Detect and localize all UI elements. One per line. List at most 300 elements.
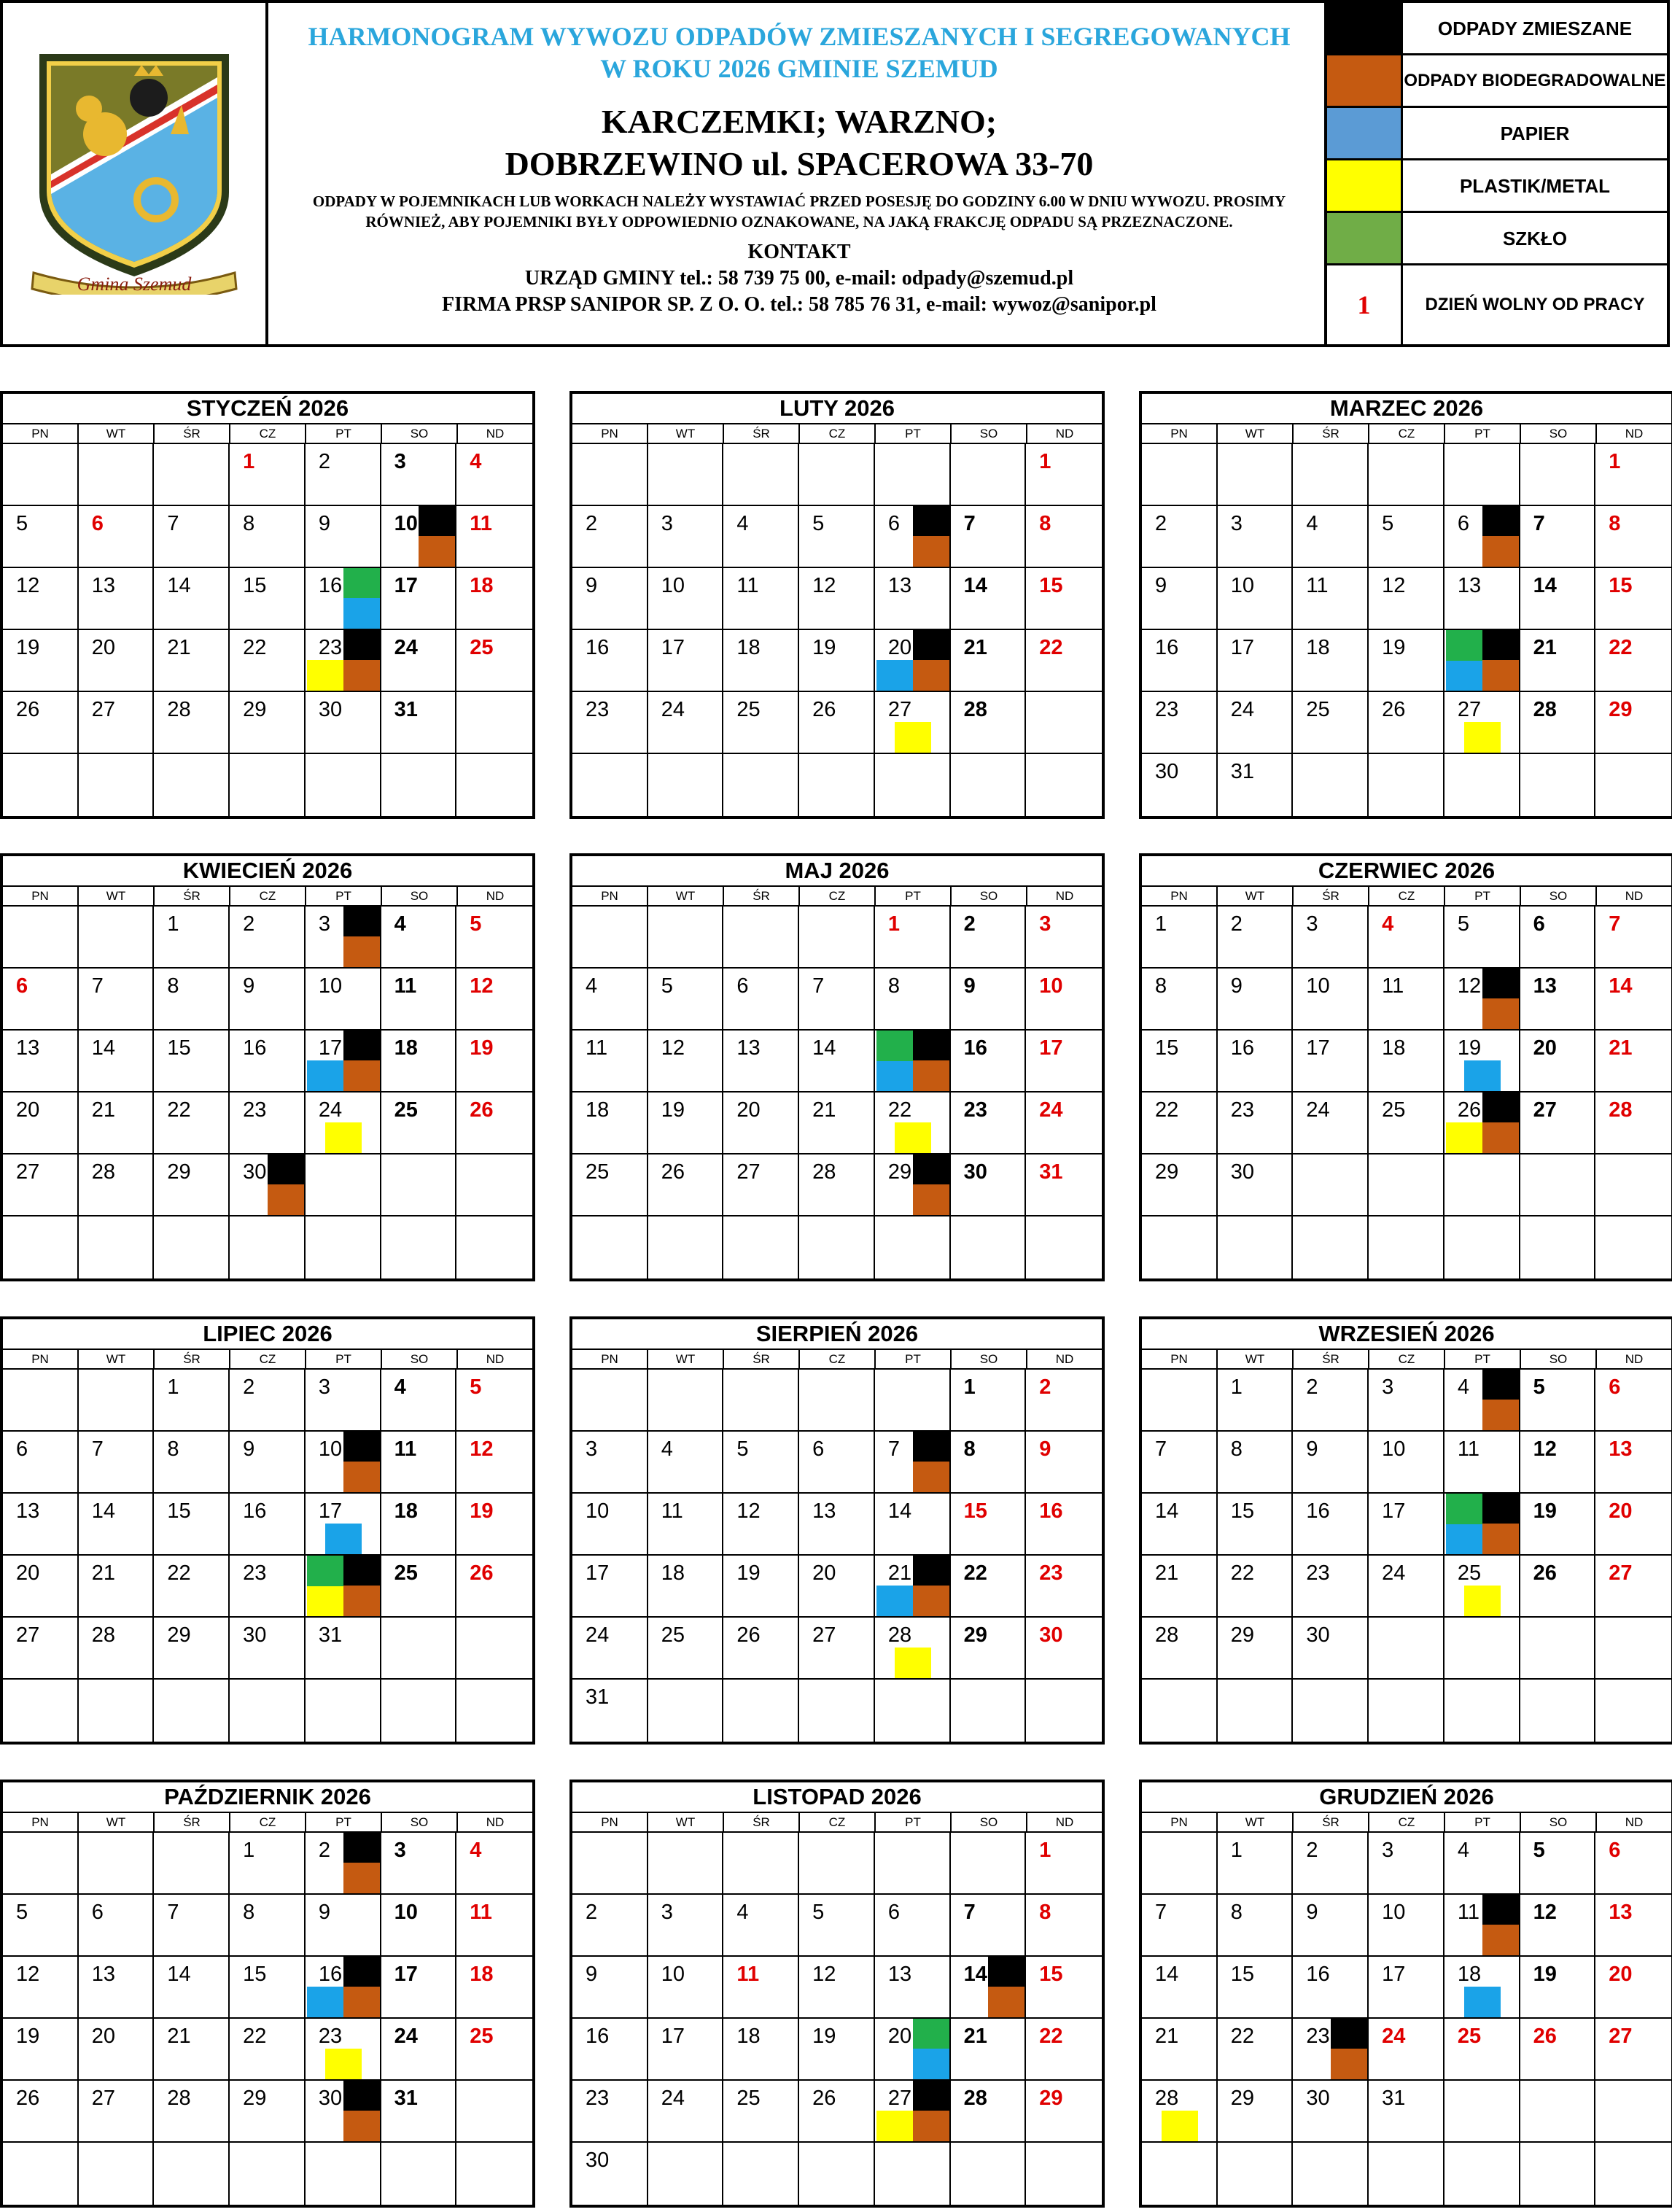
day-cell	[79, 1093, 155, 1154]
weekday-label: SO	[1521, 1813, 1597, 1831]
day-cell	[154, 1618, 230, 1680]
day-cell	[381, 907, 457, 969]
day-cell	[456, 1895, 532, 1957]
day-number: 12	[1533, 1437, 1557, 1461]
day-cell	[723, 568, 799, 630]
waste-mark-B	[1482, 660, 1519, 691]
day-cell	[1218, 2019, 1294, 2081]
day-number: 9	[1306, 1901, 1318, 1924]
day-number: 22	[1609, 636, 1633, 659]
day-number: 18	[394, 1036, 418, 1060]
weekday-header	[1142, 1350, 1671, 1370]
day-number: 4	[1457, 1839, 1469, 1862]
weekday-label: CZ	[230, 887, 306, 905]
day-cell	[799, 568, 875, 630]
day-cell	[572, 907, 648, 969]
day-number: 21	[1609, 1036, 1633, 1060]
waste-mark-M	[1446, 1122, 1482, 1153]
day-cell	[3, 969, 79, 1031]
day-cell	[3, 1833, 79, 1895]
day-cell	[723, 2019, 799, 2081]
day-cell	[1369, 2019, 1444, 2081]
day-cell	[456, 1093, 532, 1154]
weekday-label: WT	[648, 1813, 724, 1831]
day-number: 10	[1382, 1437, 1406, 1461]
month-calendar	[1139, 853, 1672, 1281]
day-cell	[79, 1216, 155, 1278]
day-cell	[3, 2143, 79, 2205]
day-number: 8	[887, 974, 900, 998]
day-cell	[1520, 1556, 1596, 1618]
day-number: 12	[812, 574, 836, 597]
waste-mark-P	[307, 1060, 343, 1091]
day-cell	[154, 2143, 230, 2205]
day-number: 26	[812, 698, 836, 721]
day-cell	[799, 1154, 875, 1216]
weekday-label: PN	[3, 1350, 79, 1368]
day-cell	[648, 568, 724, 630]
day-number: 26	[16, 698, 40, 721]
day-number: 11	[1306, 574, 1329, 597]
day-number: 25	[586, 1160, 610, 1184]
day-cell	[799, 1680, 875, 1742]
day-cell	[1218, 692, 1294, 754]
day-number: 8	[1609, 512, 1621, 535]
day-number: 5	[16, 1901, 28, 1924]
weekday-label: ND	[1055, 889, 1074, 903]
month-title: KWIECIEŃ 2026	[3, 856, 532, 887]
day-cell	[1142, 568, 1218, 630]
day-number: 8	[1155, 974, 1167, 998]
day-cell	[951, 1957, 1027, 2019]
day-cell	[456, 1031, 532, 1093]
day-cell	[1293, 1494, 1369, 1556]
day-number: 23	[1039, 1561, 1063, 1585]
day-number: 12	[812, 1963, 836, 1986]
day-number: 14	[167, 574, 191, 597]
day-number: 12	[661, 1036, 685, 1060]
weekday-label: ŚR	[1294, 1350, 1369, 1368]
day-number: 26	[470, 1098, 494, 1122]
waste-mark-Z	[1482, 1093, 1519, 1123]
day-number: 17	[586, 1561, 610, 1585]
waste-mark-P	[876, 1060, 913, 1091]
day-cell	[381, 754, 457, 816]
day-number: 30	[1230, 1160, 1254, 1184]
day-number: 2	[1306, 1375, 1318, 1399]
waste-mark-Z	[268, 1154, 304, 1185]
day-number: 10	[1230, 574, 1254, 597]
day-cell	[1142, 1154, 1218, 1216]
day-cell	[1595, 506, 1671, 568]
day-cell	[951, 692, 1027, 754]
day-number: 19	[736, 1561, 761, 1585]
weekday-label: CZ	[230, 1813, 306, 1831]
weekday-label: SO	[952, 887, 1027, 905]
day-number: 22	[167, 1098, 191, 1122]
day-cell	[799, 2019, 875, 2081]
day-cell	[1293, 1154, 1369, 1216]
day-cell	[1595, 1618, 1671, 1680]
day-cell	[79, 2081, 155, 2143]
day-cell	[154, 1556, 230, 1618]
day-cell	[799, 692, 875, 754]
day-cell	[875, 1093, 951, 1154]
day-cell	[1369, 568, 1444, 630]
day-number: 8	[243, 512, 255, 535]
day-number: 15	[1039, 1963, 1063, 1986]
day-cell	[1218, 1216, 1294, 1278]
day-number: 1	[963, 1375, 976, 1399]
day-number: 12	[16, 574, 40, 597]
weekday-label: WT	[79, 887, 155, 905]
day-cell	[306, 2081, 381, 2143]
day-number: 2	[1306, 1839, 1318, 1862]
day-number: 26	[812, 2087, 836, 2110]
day-cell	[3, 630, 79, 692]
weekday-label: ND	[486, 1352, 505, 1366]
day-number: 22	[1230, 2025, 1254, 2048]
day-cell	[799, 2143, 875, 2205]
contact-office: URZĄD GMINY tel.: 58 739 75 00, e-mail: odpady@szemud.pl	[524, 267, 1074, 290]
month-calendar	[1139, 1316, 1672, 1745]
day-number: 3	[1306, 912, 1318, 936]
legend-label-paper: PAPIER	[1500, 122, 1570, 144]
day-cell	[79, 1370, 155, 1432]
day-number: 7	[1533, 512, 1545, 535]
day-cell	[572, 1494, 648, 1556]
day-number: 19	[470, 1036, 494, 1060]
day-cell	[648, 1154, 724, 1216]
day-cell	[230, 2019, 306, 2081]
day-number: 11	[470, 512, 492, 535]
day-number: 13	[1533, 974, 1557, 998]
day-cell	[951, 2143, 1027, 2205]
day-cell	[723, 754, 799, 816]
day-cell	[1520, 1216, 1596, 1278]
waste-mark-B	[268, 1184, 304, 1215]
day-number: 14	[887, 1499, 912, 1523]
weekday-label: SO	[952, 1350, 1027, 1368]
day-number: 30	[1306, 2087, 1330, 2110]
day-cell	[723, 1494, 799, 1556]
day-cell	[230, 1216, 306, 1278]
day-cell	[230, 1370, 306, 1432]
day-cell	[1142, 2143, 1218, 2205]
day-cell	[79, 630, 155, 692]
day-number: 11	[586, 1036, 608, 1060]
waste-mark-B	[343, 1863, 380, 1893]
day-cell	[3, 1031, 79, 1093]
day-number: 22	[1039, 636, 1063, 659]
waste-mark-M	[325, 2049, 362, 2079]
day-cell	[1595, 1216, 1671, 1278]
weekday-label: PT	[306, 1350, 382, 1368]
day-cell	[154, 907, 230, 969]
day-number: 26	[1457, 1098, 1482, 1122]
day-number: 14	[963, 574, 987, 597]
weekday-label: CZ	[1369, 1813, 1445, 1831]
day-cell	[1444, 1556, 1520, 1618]
month-grid	[1142, 444, 1671, 816]
day-number: 19	[812, 636, 836, 659]
day-number: 20	[1609, 1499, 1633, 1523]
weekday-label: PN	[1142, 1813, 1218, 1831]
day-cell	[799, 1494, 875, 1556]
day-cell	[154, 444, 230, 506]
day-number: 4	[736, 512, 749, 535]
day-cell	[456, 568, 532, 630]
day-cell	[79, 2143, 155, 2205]
day-cell	[456, 907, 532, 969]
day-number: 16	[586, 636, 610, 659]
day-cell	[951, 1154, 1027, 1216]
day-number: 4	[1306, 512, 1318, 535]
day-number: 9	[1230, 974, 1243, 998]
day-cell	[381, 1556, 457, 1618]
weekday-label: CZ	[800, 1350, 876, 1368]
waste-mark-B	[913, 1586, 949, 1616]
day-number: 9	[586, 574, 598, 597]
day-number: 25	[1306, 698, 1330, 721]
waste-mark-M	[307, 1586, 343, 1616]
day-cell	[1595, 907, 1671, 969]
day-number: 7	[1609, 912, 1621, 936]
day-cell	[648, 444, 724, 506]
day-number: 6	[16, 1437, 28, 1461]
day-number: 6	[1609, 1375, 1621, 1399]
day-number: 1	[1230, 1375, 1243, 1399]
day-cell	[1444, 506, 1520, 568]
day-cell	[230, 2081, 306, 2143]
day-cell	[3, 568, 79, 630]
day-number: 5	[16, 512, 28, 535]
day-cell	[79, 2019, 155, 2081]
weekday-label: WT	[648, 1350, 724, 1368]
day-cell	[154, 2081, 230, 2143]
day-number: 10	[661, 574, 685, 597]
day-cell	[3, 754, 79, 816]
day-number: 3	[394, 450, 406, 473]
waste-mark-M	[325, 1122, 362, 1153]
day-cell	[572, 2019, 648, 2081]
day-cell	[154, 692, 230, 754]
day-cell	[1218, 1556, 1294, 1618]
day-number: 26	[16, 2087, 40, 2110]
day-cell	[1218, 1618, 1294, 1680]
day-cell	[875, 1216, 951, 1278]
day-cell	[1293, 1370, 1369, 1432]
weekday-label: CZ	[230, 424, 306, 443]
day-number: 15	[243, 1963, 267, 1986]
weekday-label: PT	[876, 1813, 952, 1831]
day-cell	[306, 2143, 381, 2205]
day-cell	[875, 2143, 951, 2205]
day-cell	[648, 969, 724, 1031]
day-cell	[1520, 969, 1596, 1031]
day-cell	[875, 1957, 951, 2019]
day-cell	[1369, 506, 1444, 568]
day-cell	[572, 1556, 648, 1618]
day-cell	[230, 1093, 306, 1154]
day-number: 23	[243, 1098, 267, 1122]
day-number: 15	[243, 574, 267, 597]
waste-mark-S	[876, 1031, 913, 1061]
day-number: 7	[1155, 1901, 1167, 1924]
day-cell	[875, 1494, 951, 1556]
day-number: 12	[1533, 1901, 1557, 1924]
day-number: 4	[736, 1901, 749, 1924]
waste-mark-Z	[988, 1957, 1024, 1987]
weekday-label: ŚR	[724, 424, 800, 443]
day-cell	[648, 1833, 724, 1895]
day-number: 9	[243, 1437, 255, 1461]
day-cell	[1520, 630, 1596, 692]
day-cell	[1595, 1833, 1671, 1895]
day-number: 18	[1382, 1036, 1406, 1060]
day-cell	[1293, 1216, 1369, 1278]
day-cell	[1293, 1556, 1369, 1618]
day-cell	[456, 1370, 532, 1432]
day-cell	[381, 692, 457, 754]
legend-swatch-plastic	[1327, 160, 1403, 211]
month-grid	[572, 1370, 1102, 1742]
day-number: 5	[661, 974, 673, 998]
header	[0, 0, 1670, 347]
day-number: 6	[91, 512, 104, 535]
day-number: 14	[91, 1036, 115, 1060]
day-cell	[572, 506, 648, 568]
waste-mark-Z	[419, 506, 455, 537]
day-cell	[1369, 754, 1444, 816]
day-cell	[1369, 1833, 1444, 1895]
day-number: 18	[586, 1098, 610, 1122]
day-cell	[3, 1680, 79, 1742]
month-grid	[3, 907, 532, 1278]
day-cell	[572, 1154, 648, 1216]
day-cell	[230, 506, 306, 568]
day-number: 15	[1230, 1499, 1254, 1523]
day-number: 23	[243, 1561, 267, 1585]
day-cell	[230, 568, 306, 630]
day-number: 28	[167, 698, 191, 721]
month-calendar	[0, 1780, 535, 2208]
day-cell	[951, 630, 1027, 692]
day-number: 24	[394, 2025, 418, 2048]
day-cell	[381, 568, 457, 630]
day-cell	[572, 444, 648, 506]
day-number: 6	[16, 974, 28, 998]
day-cell	[230, 1494, 306, 1556]
waste-mark-B	[913, 1462, 949, 1492]
day-cell	[723, 1154, 799, 1216]
legend-label-mixed: ODPADY ZMIESZANE	[1437, 17, 1633, 39]
day-cell	[3, 444, 79, 506]
day-number: 12	[1382, 574, 1406, 597]
day-number: 27	[1457, 698, 1482, 721]
day-cell	[456, 444, 532, 506]
month-grid	[1142, 1833, 1671, 2205]
day-cell	[1293, 1833, 1369, 1895]
waste-mark-B	[343, 1060, 380, 1091]
weekday-label: PT	[306, 424, 382, 443]
month-title: LISTOPAD 2026	[572, 1782, 1102, 1813]
day-cell	[1369, 1680, 1444, 1742]
day-cell	[1369, 1154, 1444, 1216]
day-number: 20	[1609, 1963, 1633, 1986]
weekday-label: PT	[306, 1813, 382, 1831]
day-cell	[1218, 506, 1294, 568]
weekday-label: PN	[572, 424, 648, 443]
day-cell	[154, 568, 230, 630]
waste-mark-Z	[913, 1432, 949, 1462]
day-cell	[1595, 630, 1671, 692]
waste-mark-B	[913, 660, 949, 691]
day-number: 8	[167, 974, 179, 998]
day-cell	[648, 2081, 724, 2143]
day-cell	[1595, 1895, 1671, 1957]
day-number: 9	[586, 1963, 598, 1986]
day-number: 17	[1306, 1036, 1330, 1060]
day-cell	[1142, 1093, 1218, 1154]
day-cell	[306, 444, 381, 506]
day-number: 3	[1382, 1839, 1394, 1862]
day-number: 8	[1039, 1901, 1051, 1924]
day-cell	[875, 1618, 951, 1680]
day-cell	[456, 506, 532, 568]
day-cell	[3, 692, 79, 754]
day-number: 13	[812, 1499, 836, 1523]
day-number: 20	[16, 1098, 40, 1122]
day-cell	[799, 506, 875, 568]
day-number: 31	[586, 1685, 610, 1709]
day-cell	[306, 1432, 381, 1494]
weekday-label: WT	[1218, 887, 1294, 905]
waste-mark-B	[1482, 1400, 1519, 1430]
day-number: 28	[1609, 1098, 1633, 1122]
day-cell	[723, 969, 799, 1031]
day-number: 17	[394, 1963, 418, 1986]
day-cell	[456, 1833, 532, 1895]
day-cell	[1520, 1432, 1596, 1494]
day-cell	[154, 1093, 230, 1154]
day-number: 2	[586, 512, 598, 535]
day-number: 2	[1230, 912, 1243, 936]
weekday-label: SO	[1521, 424, 1597, 443]
day-number: 23	[963, 1098, 987, 1122]
weekday-header	[1142, 1813, 1671, 1833]
day-number: 6	[1457, 512, 1469, 535]
waste-mark-B	[343, 2111, 380, 2141]
day-cell	[456, 1432, 532, 1494]
day-cell	[1026, 2081, 1102, 2143]
day-number: 18	[394, 1499, 418, 1523]
day-number: 27	[1609, 1561, 1633, 1585]
waste-mark-Z	[343, 630, 380, 661]
day-number: 17	[1230, 636, 1254, 659]
day-cell	[306, 1957, 381, 2019]
day-number: 3	[318, 1375, 330, 1399]
day-number: 16	[586, 2025, 610, 2048]
day-number: 27	[812, 1623, 836, 1647]
waste-mark-M	[1464, 1586, 1501, 1616]
day-cell	[456, 1957, 532, 2019]
day-number: 16	[1306, 1963, 1330, 1986]
weekday-label: ND	[486, 889, 505, 903]
day-number: 11	[1457, 1901, 1479, 1924]
day-cell	[306, 506, 381, 568]
day-cell	[951, 506, 1027, 568]
